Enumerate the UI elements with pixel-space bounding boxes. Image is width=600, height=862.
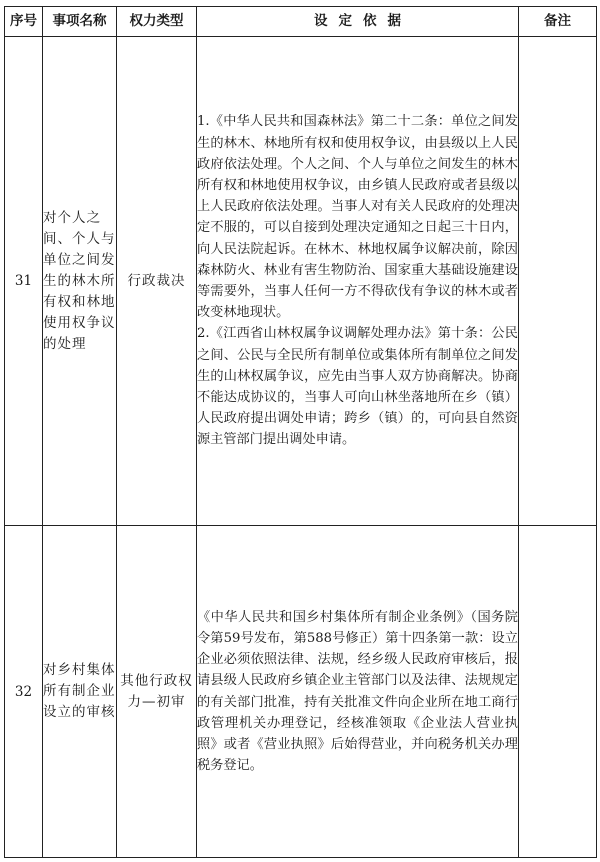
table-header bbox=[5, 7, 597, 37]
table-row bbox=[5, 526, 597, 858]
basis-paragraph: 2.《江西省山林权属争议调解处理办法》第十条：公民之间、公民与全民所有制单位或集体所有制单位之间发生的山林权属争议，应先由当事人双方协商解决。协商不能达成协议的，当事人可向山林坐落地所在乡（镇）人民政府提出调处申请；跨乡（镇）的，可向县自然资源主管部门提出调处申请。 bbox=[197, 326, 518, 448]
row-power-type: 行政裁决 bbox=[117, 37, 197, 526]
row-seq: 32 bbox=[5, 526, 43, 858]
row-item-name: 对个人之间、个人与单位之间发生的林木所有权和林地使用权争议的处理 bbox=[43, 37, 117, 526]
basis-paragraph: 1.《中华人民共和国森林法》第二十二条：单位之间发生的林木、林地所有权和使用权争议，由县级以上人民政府依法处理。个人之间、个人与单位之间发生的林木所有权和林地使用权争议，由乡镇人民政府或者县级以上人民政府依法处理。当事人对有关人民政府的处理决定不服的，可以自接到处理决定通知之日起三十日内，向人民法院起诉。在林木、林地权属争议解决前，除因森林防火、林业有害生物防治、国家重大基础设施建设等需要外，当事人任何一方不得砍伐有争议的林木或者改变林地现状。 bbox=[197, 114, 518, 321]
header-row bbox=[5, 7, 597, 37]
header-note: 备注 bbox=[519, 7, 597, 37]
basis-paragraph: 《中华人民共和国乡村集体所有制企业条例》（国务院令第59号发布，第588号修正）第十四条第一款：设立企业必须依照法律、法规，经乡级人民政府审核后，报请县级人民政府乡镇企业主管部门以及法律、法规规定的有关部门批准，持有关批准文件向企业所在地工商行政管理机关办理登记，经核准领取《企业法人营业执照》或者《营业执照》后始得营业，并向税务机关办理税务登记。 bbox=[197, 609, 518, 774]
table-row bbox=[5, 37, 597, 526]
row-basis bbox=[197, 37, 519, 526]
header-basis: 设定依据 bbox=[197, 7, 519, 37]
row-basis bbox=[197, 526, 519, 858]
header-seq: 序号 bbox=[5, 7, 43, 37]
header-item-name: 事项名称 bbox=[43, 7, 117, 37]
row-power-type: 其他行政权力—初审 bbox=[117, 526, 197, 858]
row-note bbox=[519, 526, 597, 858]
row-item-name: 对乡村集体所有制企业设立的审核 bbox=[43, 526, 117, 858]
power-list-table bbox=[4, 6, 597, 858]
row-note bbox=[519, 37, 597, 526]
row-seq: 31 bbox=[5, 37, 43, 526]
header-power-type: 权力类型 bbox=[117, 7, 197, 37]
